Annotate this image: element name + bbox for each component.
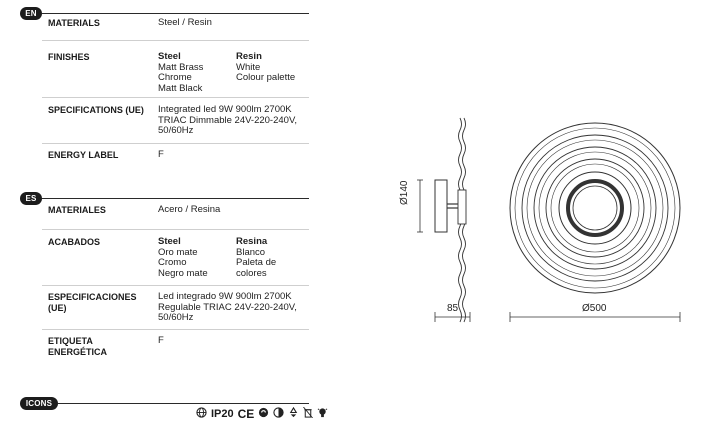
label-line: ESPECIFICACIONES (48, 292, 137, 302)
led-bulb-icon (317, 407, 328, 421)
row-divider (42, 285, 309, 286)
finish-item: Matt Black (158, 82, 203, 94)
dim-height: Ø140 (399, 180, 410, 205)
row-divider (42, 143, 309, 144)
spec-line: 50/60Hz (158, 125, 194, 136)
ip20-label: IP20 (211, 408, 234, 420)
materials-value: Steel / Resin (158, 17, 212, 28)
row-divider (42, 40, 309, 41)
ce-mark-icon: CE (237, 407, 255, 421)
section-rule-icons (58, 403, 309, 404)
etiqueta-value: F (158, 335, 164, 346)
label-line: ETIQUETA (48, 336, 93, 346)
recycle-icon (288, 407, 299, 421)
row-divider (42, 97, 309, 98)
spec-line: Led integrado 9W 900lm 2700K (158, 291, 292, 302)
finishes-col1-head: Steel (158, 51, 181, 62)
specifications-label: SPECIFICATIONS (UE) (48, 105, 144, 115)
spec-line: Regulable TRIAC 24V-220-240V, (158, 301, 297, 313)
icons-tag: ICONS (20, 397, 58, 410)
finish-item: White (236, 61, 261, 73)
acabados-col1-head: Steel (158, 236, 181, 247)
specifications-value (158, 105, 297, 137)
certification-icons (196, 407, 328, 421)
technical-drawing (390, 110, 690, 340)
lang-tag-es: ES (20, 192, 42, 205)
finishes-col2-head: Resin (236, 51, 262, 62)
materiales-value: Acero / Resina (158, 204, 221, 215)
finish-item: colores (236, 267, 267, 279)
spec-line: TRIAC Dimmable 24V-220-240V, (158, 114, 298, 126)
dimmable-icon (273, 407, 284, 421)
label-line: (UE) (48, 303, 67, 313)
finish-item: Matt Brass (158, 61, 204, 73)
ukca-icon (258, 407, 269, 421)
especificaciones-label (48, 292, 137, 314)
materials-label: MATERIALS (48, 18, 100, 28)
materiales-label: MATERIALES (48, 205, 106, 215)
finish-item: Cromo (158, 257, 187, 268)
dim-diameter: Ø500 (582, 303, 607, 314)
spec-line: Integrated led 9W 900lm 2700K (158, 104, 292, 115)
finish-item: Oro mate (158, 246, 198, 258)
finishes-label: FINISHES (48, 52, 90, 62)
acabados-col2 (236, 237, 276, 279)
section-rule-en (42, 13, 309, 14)
section-rule-es (42, 198, 309, 199)
energy-label: ENERGY LABEL (48, 150, 119, 160)
row-divider (42, 229, 309, 230)
acabados-label: ACABADOS (48, 237, 101, 247)
row-divider (42, 329, 309, 330)
spec-line: 50/60Hz (158, 312, 194, 323)
finish-item: Negro mate (158, 267, 208, 279)
lang-tag-en: EN (20, 7, 42, 20)
label-line: ENERGÉTICA (48, 347, 108, 357)
finish-item: Paleta de (236, 257, 277, 268)
etiqueta-label (48, 336, 107, 358)
acabados-col2-head: Resina (236, 236, 268, 247)
front-view (510, 123, 680, 322)
dim-depth: 85 (447, 303, 459, 314)
energy-value: F (158, 149, 164, 160)
finish-item: Blanco (236, 246, 266, 258)
globe-icon (196, 407, 207, 421)
especificaciones-value (158, 292, 297, 324)
acabados-col1 (158, 237, 208, 279)
finish-item: Chrome (158, 72, 192, 83)
finish-item: Colour palette (236, 72, 296, 83)
finishes-col1 (158, 52, 203, 94)
weee-bin-icon (303, 407, 313, 421)
side-view (417, 118, 470, 322)
finishes-col2 (236, 52, 295, 84)
